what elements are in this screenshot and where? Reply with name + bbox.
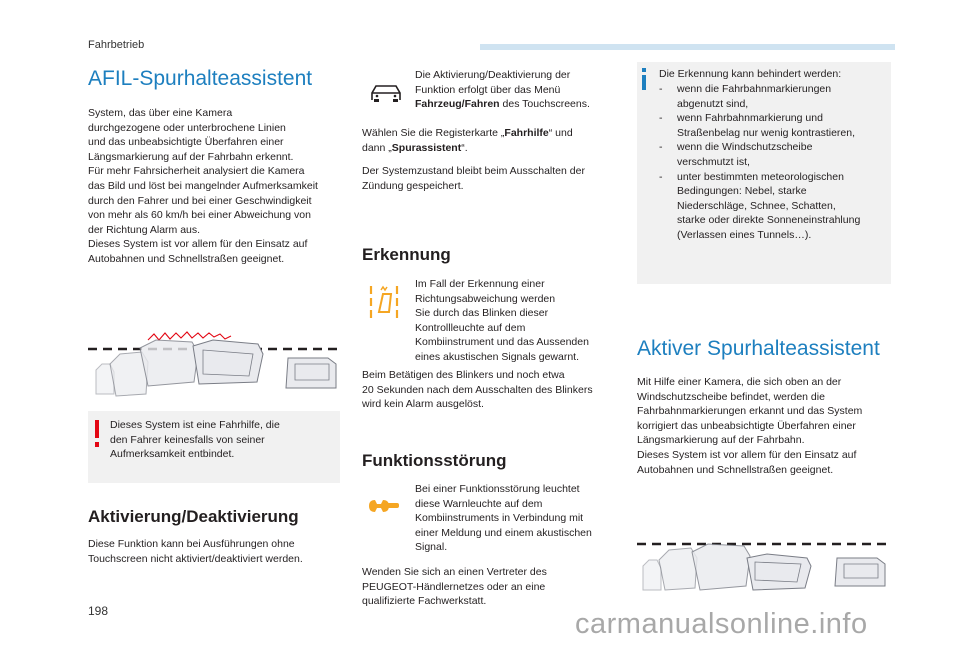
menu-item-fahrzeug: Fahrzeug [415,98,462,111]
lane-warning-icon [367,282,401,320]
info-list-item: - wenn Fahrbahnmarkierung und Straßenbelag nur wenig kontrastieren, [659,111,889,140]
wrench-icon [367,496,401,516]
intro-line: das Bild und löst bei mangelnder Aufmerksamkeit [88,179,318,192]
info-list-item: - unter bestimmten meteorologischen Bedingungen: Nebel, starke Niederschläge, Schnee, Schatten, starke oder direkte Sonneneinstrahlung (Verlassen eines Tunnels…). [659,170,889,243]
info-list [659,82,889,243]
tab-text-part: Wählen Sie die Registerkarte „ [362,127,505,139]
tab-fahrhilfe: Fahrhilfe [504,127,549,139]
intro-line: System, das über eine Kamera [88,107,233,119]
state-text: Der Systemzustand bleibt beim Ausschalten der Zündung gespeichert. [362,165,585,192]
intro-line: durch den Fahrer und bei einer Geschwindigkeit [88,194,312,207]
detect-text: Im Fall der Erkennung einer Richtungsabweichung werden Sie durch das Blinken dieser Kontrollleuchte auf dem Kombiinstrument und das Aussenden eines akustischen Signals gewarnt. [415,278,589,363]
info-icon [641,68,647,90]
blinker-text: Beim Betätigen des Blinkers und noch etwa 20 Sekunden nach dem Ausschalten des Blinkers wird kein Alarm ausgelöst. [362,369,593,411]
menu-text-part: des Touchscreens. [499,98,590,111]
intro-line: Längsmarkierung auf der Fahrbahn erkennt. [88,150,294,163]
menu-separator: / [461,98,465,111]
tab-spurassistent: Spurassistent [391,141,462,154]
info-intro: Die Erkennung kann behindert werden: [659,68,842,80]
activation-text: Diese Funktion kann bei Ausführungen ohne Touchscreen nicht aktiviert/deaktiviert werden. [88,538,303,565]
watermark: carmanualsonline.info [575,608,868,640]
active-text: Mit Hilfe einer Kamera, die sich oben an der Windschutzscheibe befindet, werden die Fahrbahnmarkierungen erkannt und das System korrigiert das unbeabsichtigte Überfahren einer Längsmarkierung auf der Fahrbahn. Dieses System ist vor allem für den Einsatz auf Autobahnen und Schnellstraßen geeignet. [637,376,863,476]
steering-car-icon [369,80,403,104]
section-label: Fahrbetrieb [88,39,145,51]
tab-text [362,126,612,155]
info-list-item: - wenn die Windschutzscheibe verschmutzt ist, [659,140,889,169]
intro-line: der Richtung Alarm aus. [88,223,201,236]
tab-text-part: “ und dann „ [362,127,573,154]
intro-line: Autobahnen und Schnellstraßen geeignet. [88,252,285,265]
menu-text-part: Die Aktivierung/Deaktivierung der Funktion erfolgt über das Menü [415,69,571,96]
warning-note-text: Dieses System ist eine Fahrhilfe, die den Fahrer keinesfalls von seiner Aufmerksamkeit entbindet. [110,419,280,461]
intro-line: durchgezogene oder unterbrochene Linien [88,121,286,134]
intro-line: Dieses System ist vor allem für den Einsatz auf [88,238,308,251]
fault-title: Funktionsstörung [362,451,507,470]
menu-item-fahren: Fahren [464,98,500,111]
page-number: 198 [88,604,109,618]
lane-departure-illustration [88,318,343,398]
afil-intro [88,106,346,267]
intro-line: Für mehr Fahrsicherheit analysiert die Kamera [88,165,305,178]
intro-line: von mehr als 60 km/h bei einer Abweichung von [88,209,311,222]
detect-title: Erkennung [362,245,451,264]
info-note [637,62,891,284]
fault-text: Bei einer Funktionsstörung leuchtet diese Warnleuchte auf dem Kombiinstruments in Verbindung mit einer Meldung und einem akustischen Signal. [415,483,592,554]
active-title: Aktiver Spurhalteassistent [637,337,880,360]
lane-keep-illustration [637,524,892,594]
exclamation-icon [92,420,102,448]
activation-title: Aktivierung/Deaktivierung [88,507,299,526]
menu-text [415,68,610,112]
dealer-text: Wenden Sie sich an einen Vertreter des PEUGEOT-Händlernetzes oder an eine qualifizierte Fachwerkstatt. [362,566,547,608]
afil-title: AFIL-Spurhalteassistent [88,67,313,90]
warning-note [88,411,340,483]
intro-line: und das unbeabsichtigte Überfahren einer [88,136,284,149]
header-bar [480,44,895,50]
tab-text-part: “. [461,141,468,154]
info-list-item: - wenn die Fahrbahnmarkierungen abgenutzt sind, [659,82,889,111]
